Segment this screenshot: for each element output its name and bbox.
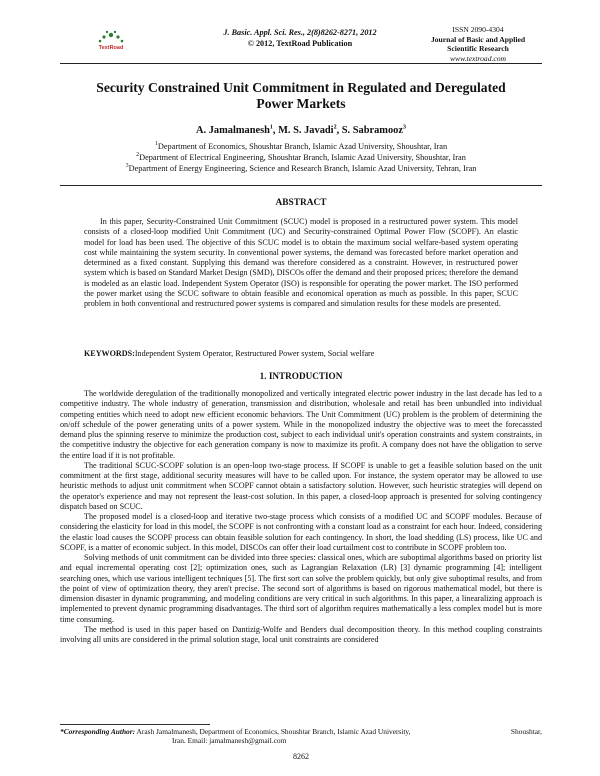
svg-text:TextRoad: TextRoad xyxy=(98,45,124,51)
affiliation-1-sup: 1 xyxy=(154,141,158,148)
intro-paragraph-3: The proposed model is a closed-loop and iterative two-stage process which consists of a modified UC and SCOPF modules. Because of considering the elasticity for load in this model, the SCOPF is not confronting with a constant load as a constraint for each hour. Indeed, considering the elastic load causes the SCOPF process can obtain feasible solution for each contingency. In short, the load shedding (LS) process, like UC and SCOPF, is a matter of economic subject. In this model, DISCOs can offer their load curtailment cost to contribute in SCOPF problem too. xyxy=(60,512,542,552)
abstract-body xyxy=(84,217,518,310)
footnote-label: *Corresponding Author: xyxy=(60,727,136,736)
author-separator: , xyxy=(272,125,279,136)
title-line-1: Security Constrained Unit Commitment in Regulated and Deregulated xyxy=(96,80,506,95)
section-heading-introduction: 1. INTRODUCTION xyxy=(259,371,343,381)
footnote-email: Iran. Email: jamalmanesh@gmail.com xyxy=(172,736,287,746)
author-2-sup: 2 xyxy=(333,124,337,131)
author-1: A. Jamalmanesh xyxy=(196,125,270,136)
affiliation-3-sup: 3 xyxy=(125,163,129,170)
affiliation-3 xyxy=(60,164,542,175)
author-3: S. Sabramooz xyxy=(341,125,403,136)
issn: ISSN 2090-4304 xyxy=(452,25,504,34)
affiliation-2-sup: 2 xyxy=(136,152,140,159)
intro-paragraph-5: The method is used in this paper based on Dantizig-Wolfe and Benders dual decomposition theory. In this method coupling constraints involving all units are considered in the primal solution stage, local unit constraints are considered xyxy=(60,624,542,644)
paper-title xyxy=(60,80,542,112)
footnote-right: Shoushtar, xyxy=(510,727,542,736)
intro-paragraph-1: The worldwide deregulation of the traditionally monopolized and vertically integrated electric power industry in the last decade has led to a competitive industry. The whole industry of generation, transmission and distribution, wholesale and retail has been unbundled into individual competing entities which need to adopt new efficient economic behaviors. The Unit Commitment (UC) problem is the problem of determining the on/off schedule of the power generating units of a power system. While in the monopolized industry the objective was to meet the forecassted demand plus the spinning reserve to minimize the production cost, subject to each individual unit's operation constraints and system constraints, in the competitive industry the objective for each generation company is now to maximize its profit. A company does not have the obligation to serve the entire load if it is not profitable. xyxy=(60,389,542,460)
affiliation-1-text: Department of Economics, Shoushtar Branch, Islamic Azad University, Shoushtar, Iran xyxy=(157,142,448,151)
keywords-text: Independent System Operator, Restructured Power system, Social welfare xyxy=(134,349,375,358)
keywords xyxy=(84,349,518,359)
author-list xyxy=(60,125,542,136)
journal-name-2: Scientific Research xyxy=(447,44,509,53)
intro-paragraph-4: Solving methods of unit commitment can be divided into three species: classical ones, which are suboptimal algorithms based on priority list and equal incremental operating cost [2]; optimization ones, such as Lagrangian Relaxation (LR) [3] dynamic programming [4]; intelligent searching ones, which use various intelligent techniques [5]. The first sort can solve the problem quickly, but only give suboptimal results, and from the point of view of optimization theory, they aren't precise. The second sort of algorithms is based on rigorous mathematical model, but there is dimension disaster in dynamic programming, and modeling conditions are very critical in such algorithms. In this paper, a linearalizing approach is implemented to prevent dynamic programming disadvantages. The third sort of algorithm requires mathematically a less complex model but is more time consuming. xyxy=(60,553,542,624)
affiliation-1 xyxy=(60,142,542,153)
author-separator: , xyxy=(336,125,342,136)
publisher-logo xyxy=(92,28,130,52)
intro-paragraph-2: The traditional SCUC-SCOPF solution is an open-loop two-stage process. If SCOPF is unable to get a feasible solution based on the unit commitment at the first stage, additional security measures will have to be called upon. For instance, the system operator may be allowed to use heuristic methods to adjust unit commitment when SCOPF cannot obtain a satisfactory solution. However, such heuristic strategies will depend on the operator's experience and may not represent the least-cost solution. In this paper, a closed-loop approach is presented for solving contingency dispatch based on SCUC. xyxy=(60,460,542,511)
affiliation-2-text: Department of Electrical Engineering, Shoushtar Branch, Islamic Azad University, Shoushtar, Iran xyxy=(139,153,466,162)
copyright-line: © 2012, TextRoad Publication xyxy=(247,39,353,48)
title-line-2: Power Markets xyxy=(256,96,346,111)
keywords-label: KEYWORDS: xyxy=(84,349,135,358)
journal-line: J. Basic. Appl. Sci. Res., 2(8)8262-8271, 2012 xyxy=(223,28,377,37)
footnote-text: Arash Jamalmanesh, Department of Economics, Shoushtar Branch, Islamic Azad University, xyxy=(136,727,411,736)
journal-citation xyxy=(190,27,410,49)
journal-info xyxy=(398,25,558,63)
journal-url[interactable]: www.textroad.com xyxy=(449,53,507,63)
affiliation-2 xyxy=(60,153,542,164)
abstract-heading: ABSTRACT xyxy=(275,198,327,208)
page-number: 8262 xyxy=(293,752,309,761)
introduction-body xyxy=(60,389,542,645)
author-3-sup: 3 xyxy=(402,124,406,131)
abstract-divider xyxy=(60,185,542,186)
abstract-paragraph: In this paper, Security-Constrained Unit Commitment (SCUC) model is proposed in a restructured power system. This model consists of a closed-loop modified Unit Commitment (UC) and Security-constrained Optimal Power Flow (SCOPF). An elastic model for load has been used. The objective of this SCUC model is to obtain the maximum social welfare-based system operating cost while maintaining the system security. In conventional power systems, the demand was forecasted before market operation and determined as a fixed constant. Supplying this demand was therefore considered as a constraint. However, in restructured power system which is based on Standard Market Design (SMD), DISCOs offer the demand and their proposed prices; therefore the demand is modeled as an elastic load. Independent System Operator (ISO) is responsible for operating the power market. The ISO performed the power market using the SCUC software to obtain feasible and economical operation as much as possible. In this paper, SCUC problem in both conventional and restructured power systems is compared and simulation results for these models are presented. xyxy=(84,217,518,309)
affiliation-3-text: Department of Energy Engineering, Science and Research Branch, Islamic Azad University, Tehran, Iran xyxy=(128,164,477,173)
footnote-divider xyxy=(60,724,210,725)
header-divider xyxy=(60,63,542,64)
corresponding-author-footnote xyxy=(60,727,542,746)
journal-name-1: Journal of Basic and Applied xyxy=(430,34,526,44)
author-1-sup: 1 xyxy=(269,124,273,131)
author-2: M. S. Javadi xyxy=(278,125,334,136)
